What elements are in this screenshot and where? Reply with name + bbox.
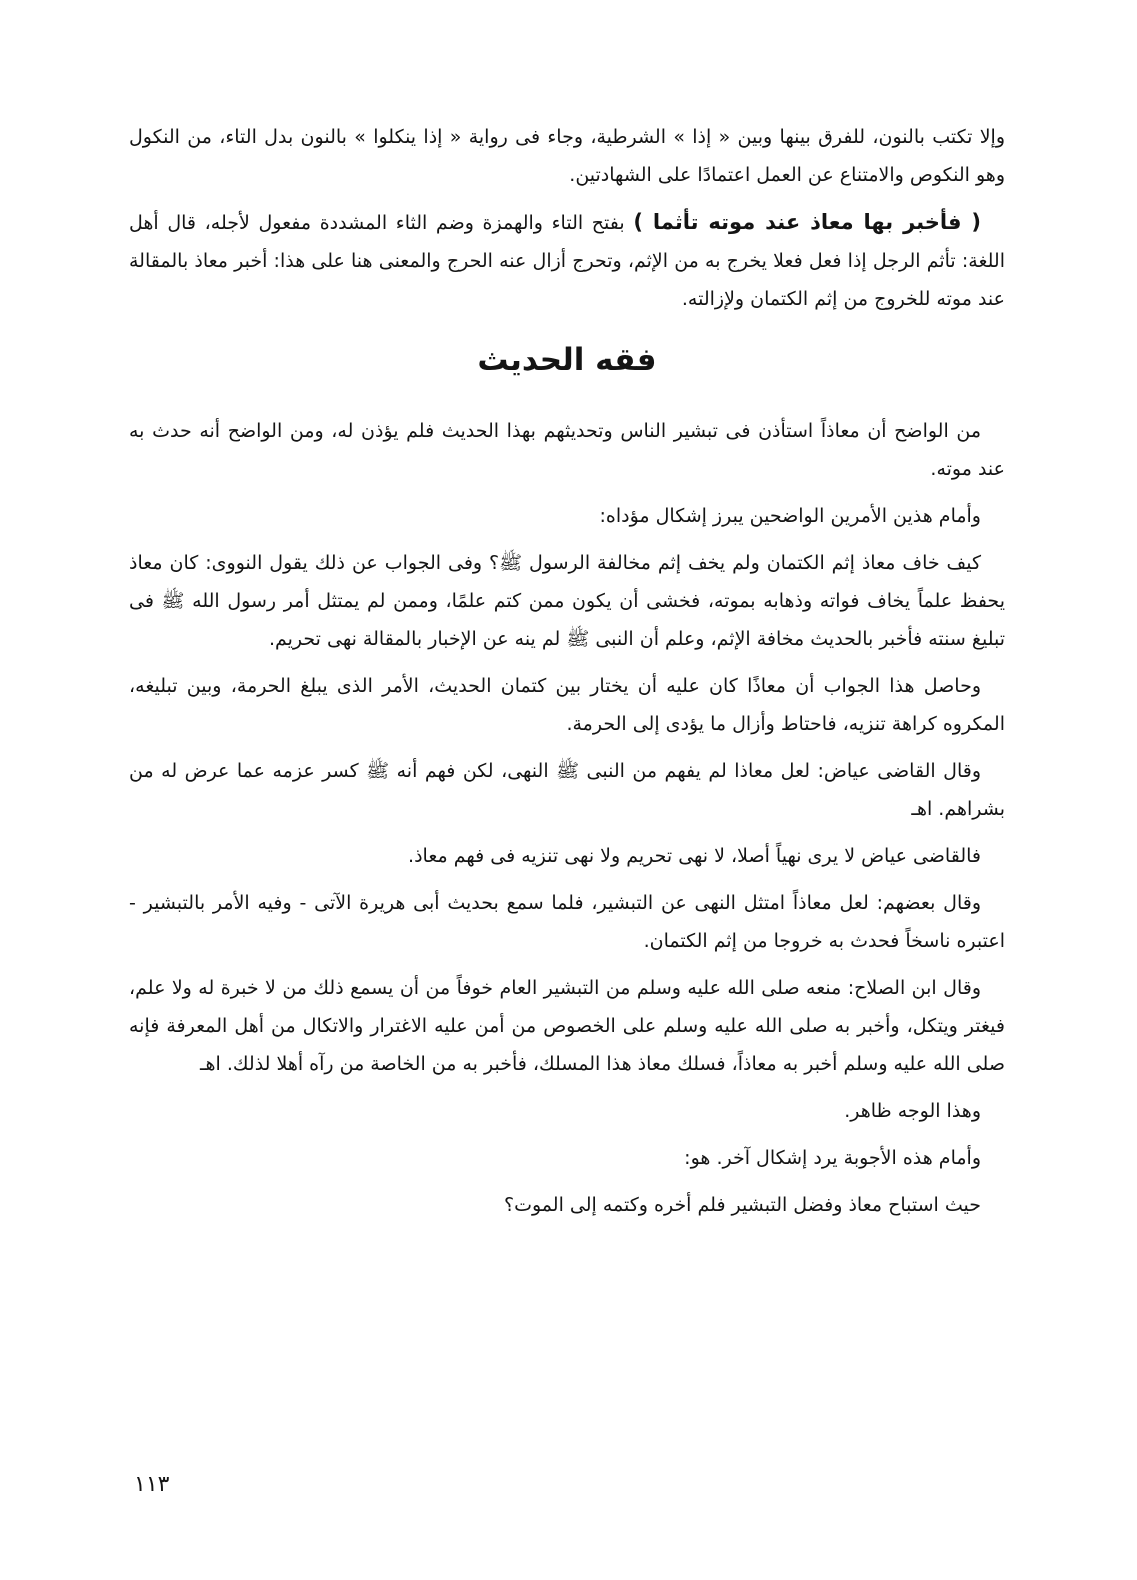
page-body [129,118,1005,1233]
section-paragraph-6: فالقاضى عياض لا يرى نهياً أصلا، لا نهى تحريم ولا نهى تنزيه فى فهم معاذ. [408,845,981,867]
intro-paragraph-1: وإلا تكتب بالنون، للفرق بينها وبين « إذا » الشرطية، وجاء فى رواية « إذا ينكلوا » بالنون بدل التاء، من النكول وهو النكوص والامتناع عن العمل اعتمادًا على الشهادتين. [129,126,1005,186]
section-paragraph-5: وقال القاضى عياض: لعل معاذا لم يفهم من النبى ﷺ النهى، لكن فهم أنه ﷺ كسر عزمه عما عرض له من بشراهم. اهـ [129,760,1005,820]
section-paragraph-10: وأمام هذه الأجوبة يرد إشكال آخر. هو: [684,1147,981,1169]
section-paragraph-2: وأمام هذين الأمرين الواضحين يبرز إشكال مؤداه: [599,505,981,527]
section-paragraph-7: وقال بعضهم: لعل معاذاً امتثل النهى عن التبشير، فلما سمع بحديث أبى هريرة الآتى - وفيه الأمر بالتبشير - اعتبره ناسخاً فحدث به خروجا من إثم الكتمان. [129,892,1005,952]
page-number: ١١٣ [134,1472,170,1497]
section-paragraph-1: من الواضح أن معاذاً استأذن فى تبشير الناس وتحديثهم بهذا الحديث فلم يؤذن له، ومن الواضح أنه حدث به عند موته. [129,420,1005,480]
hadith-quote-explanation: بفتح التاء والهمزة وضم الثاء المشددة مفعول لأجله، قال أهل اللغة: تأثم الرجل إذا فعل فعلا يخرج به من الإثم، وتحرج أزال عنه الحرج والمعنى هنا على هذا: أخبر معاذ بالمقالة عند موته للخروج من إثم الكتمان ولإزالته. [129,212,1005,310]
section-paragraph-9: وهذا الوجه ظاهر. [844,1100,981,1122]
hadith-quote: ( فأخبر بها معاذ عند موته تأثما ) [633,210,981,234]
intro-paragraph-2 [129,203,1005,318]
section-paragraph-11: حيث استباح معاذ وفضل التبشير فلم أخره وكتمه إلى الموت؟ [504,1194,981,1216]
section-paragraph-4: وحاصل هذا الجواب أن معاذًا كان عليه أن يختار بين كتمان الحديث، الأمر الذى يبلغ الحرمة، وبين تبليغه، المكروه كراهة تنزيه، فاحتاط وأزال ما يؤدى إلى الحرمة. [129,675,1005,735]
section-paragraph-3: كيف خاف معاذ إثم الكتمان ولم يخف إثم مخالفة الرسول ﷺ؟ وفى الجواب عن ذلك يقول النووى: كان معاذ يحفظ علماً يخاف فواته وذهابه بموته، فخشى أن يكون ممن كتم علمًا، وممن لم يمتثل أمر رسول الله ﷺ فى تبليغ سنته فأخبر بالحديث مخافة الإثم، وعلم أن النبى ﷺ لم ينه عن الإخبار بالمقالة نهى تحريم. [129,552,1005,650]
section-title: فقه الحديث [477,342,657,378]
section-paragraph-8: وقال ابن الصلاح: منعه صلى الله عليه وسلم من التبشير العام خوفاً من أن يسمع ذلك من لا خبرة له ولا علم، فيغتر ويتكل، وأخبر به صلى الله عليه وسلم على الخصوص من أمن عليه الاغترار والاتكال من أهل المعرفة فإنه صلى الله عليه وسلم أخبر به معاذاً، فسلك معاذ هذا المسلك، فأخبر به من الخاصة من رآه أهلا لذلك. اهـ [129,977,1005,1075]
